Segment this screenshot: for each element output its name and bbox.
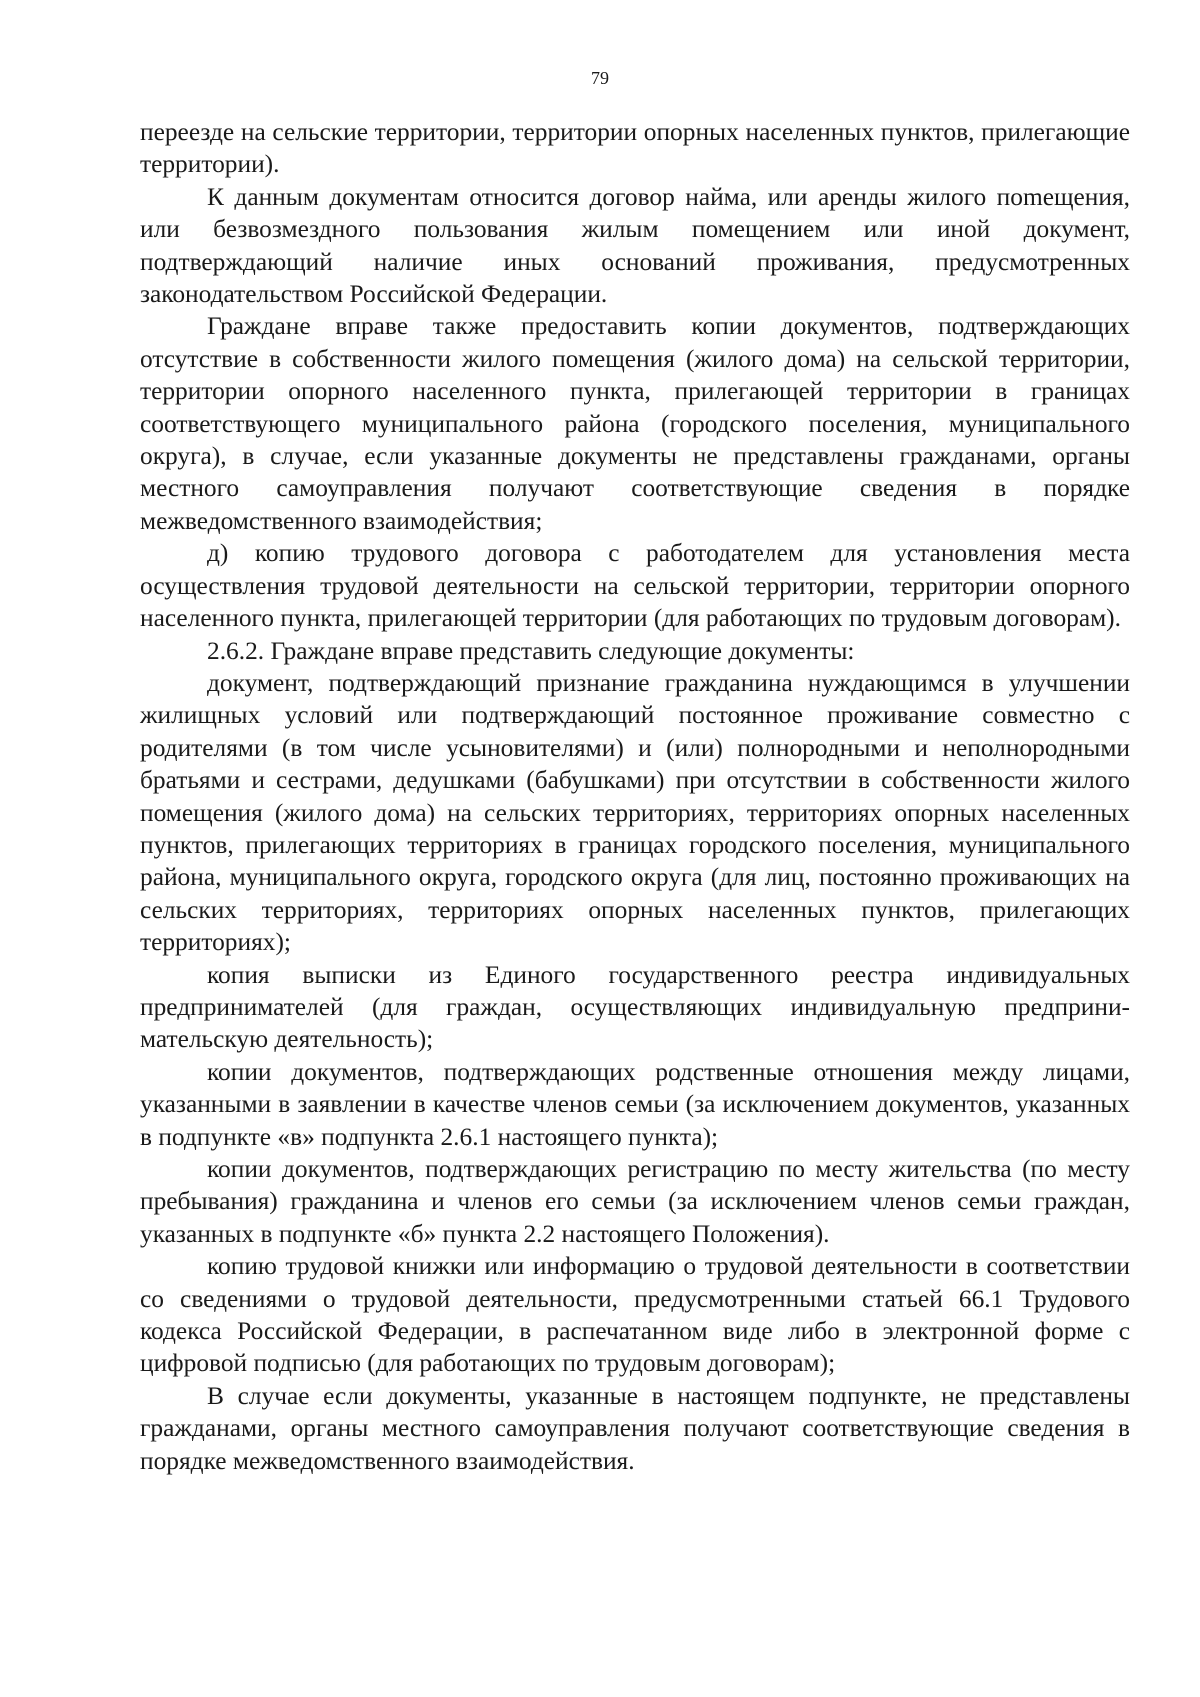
document-body bbox=[140, 116, 1130, 1477]
paragraph-need-document: документ, подтверждающий признание гражданина нуждающимся в улучшении жилищных условий или подтверждающий постоянное проживание совместно с родителями (в том числе усыновителями) и (или) полнородными и неполнородными братьями и сестрами, дедушками (бабушками) при отсутствии в собственности жилого помещения (жилого дома) на сельских территориях, территориях опорных населенных пунктов, прилегающих территориях в границах городского поселения, муниципального района, муниципального округа, городского округа (для лиц, постоянно проживающих на сельских территориях, территориях опорных населенных пунктов, прилегающих территориях); bbox=[140, 668, 1130, 957]
paragraph-work-record: копию трудовой книжки или информацию о трудовой деятельности в соответствии со сведениями о трудовой деятельности, предусмотренными статьей 66.1 Трудового кодекса Российской Федерации, в распечатанном виде либо в электронной форме с цифровой подписью (для работающих по трудовым договорам); bbox=[140, 1252, 1130, 1378]
page-number: 79 bbox=[591, 68, 609, 88]
paragraph-egrip-extract: копия выписки из Единого государственного реестра индивидуальных предпринимателей (для граждан, осуществляющих индивидуальную предпринимательскую деятельность); bbox=[140, 960, 1130, 1054]
paragraph-kinship-documents: копии документов, подтверждающих родственные отношения между лицами, указанными в заявлении в качестве членов семьи (за исключением документов, указанных в подпункте «в» подпункта 2.6.1 настоящего пункта); bbox=[140, 1057, 1130, 1151]
paragraph-documents-list: К данным документам относится договор найма, или аренды жилого поmещения, или безвозмездного пользования жилым помещением или иной документ, подтверждающий наличие иных оснований проживания, предусмотренных законодательством Российской Федерации. bbox=[140, 182, 1130, 309]
paragraph-registration-documents: копии документов, подтверждающих регистрацию по месту жительства (по месту пребывания) гражданина и членов его семьи (за исключением членов семьи граждан, указанных в подпункте «б» пункта 2.2 настоящего Положения). bbox=[140, 1155, 1130, 1248]
paragraph-section-2-6-2: 2.6.2. Граждане вправе представить следующие документы: bbox=[207, 636, 855, 665]
paragraph-interagency-note: В случае если документы, указанные в настоящем подпункте, не представлены гражданами, органы местного самоуправления получают соответствующие сведения в порядке межведомственного взаимодействия. bbox=[140, 1381, 1130, 1475]
paragraph-ownership-documents: Граждане вправе также предоставить копии документов, подтверждающих отсутствие в собственности жилого помещения (жилого дома) на сельской территории, территории опорного населенного пункта, прилегающей территории в границах соответствующего муниципального района (городского поселения, муниципального округа), в случае, если указанные документы не представлены гражданами, органы местного самоуправления получают соответствующие сведения в порядке межведомственного взаимодействия; bbox=[140, 312, 1130, 535]
paragraph-continuation: переезде на сельские территории, территории опорных населенных пунктов, прилегающие территории). bbox=[140, 118, 1130, 179]
paragraph-item-d: д) копию трудового договора с работодателем для установления места осуществления трудовой деятельности на сельской территории, территории опорного населенного пункта, прилегающей территории (для работающих по трудовым договорам). bbox=[140, 539, 1130, 633]
